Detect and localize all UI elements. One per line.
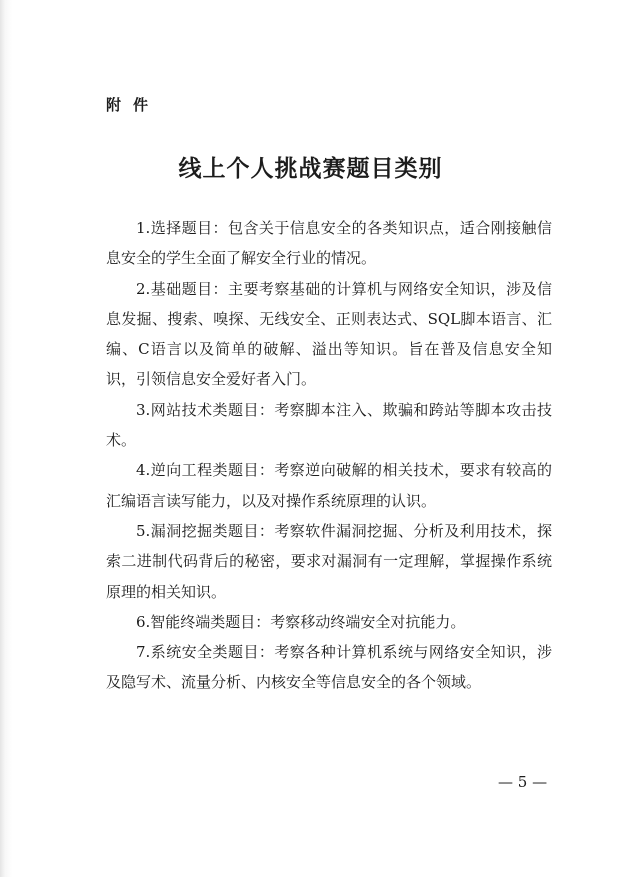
paragraph-5: 5.漏洞挖掘类题目：考察软件漏洞挖掘、分析及利用技术，探索二进制代码背后的秘密，要求对漏洞有一定理解，掌握操作系统原理的相关知识。 (106, 521, 552, 601)
page-number: — 5 — (498, 773, 548, 791)
paragraph-2: 2.基础题目：主要考察基础的计算机与网络安全知识，涉及信息发掘、搜索、嗅探、无线安全、正则表达式、SQL脚本语言、汇编、C语言以及简单的破解、溢出等知识。旨在普及信息安全知识，引领信息安全爱好者入门。 (106, 279, 552, 389)
page-title: 线上个人挑战赛题目类别 (178, 155, 443, 182)
paragraph-1: 1.选择题目：包含关于信息安全的各类知识点，适合刚接触信息安全的学生全面了解安全行业的情况。 (106, 219, 552, 268)
attachment-label: 附件 (106, 96, 161, 114)
paragraph-6: 6.智能终端类题目：考察移动终端安全对抗能力。 (136, 612, 466, 631)
document-body (106, 213, 552, 698)
paragraph-7: 7.系统安全类题目：考察各种计算机系统与网络安全知识，涉及隐写术、流量分析、内核安全等信息安全的各个领域。 (106, 643, 552, 692)
paragraph-4: 4.逆向工程类题目：考察逆向破解的相关技术，要求有较高的汇编语言读写能力，以及对操作系统原理的认识。 (106, 461, 552, 510)
paragraph-3: 3.网站技术类题目：考察脚本注入、欺骗和跨站等脚本攻击技术。 (106, 400, 552, 450)
